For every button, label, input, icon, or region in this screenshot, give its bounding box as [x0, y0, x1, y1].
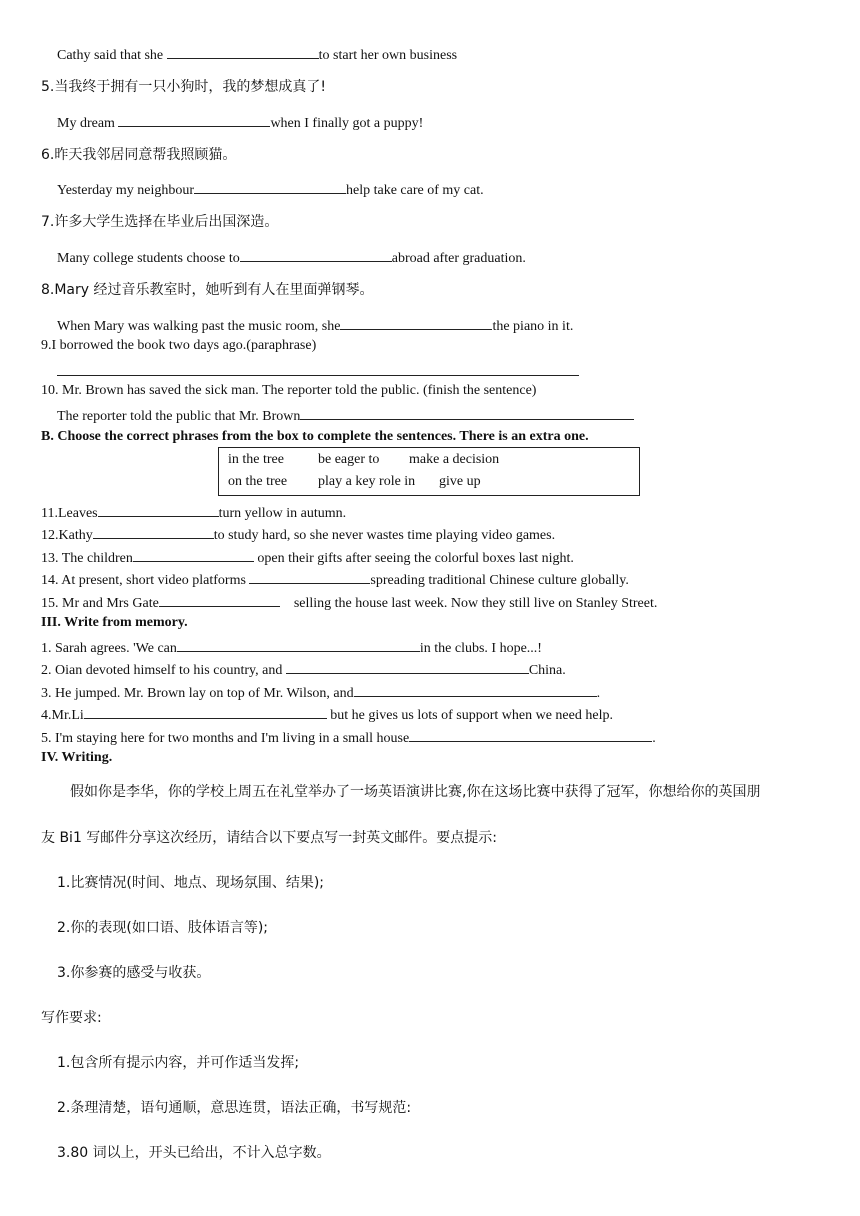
q4-sentence — [57, 44, 457, 65]
q5-text-post: when I finally got a puppy! — [270, 116, 424, 131]
writing-point-2: 2.你的表现(如口语、肢体语言等); — [57, 920, 268, 936]
q13-text-pre: 13. The children — [41, 551, 133, 566]
memory-q4 — [41, 704, 613, 725]
writing-requirements-title: 写作要求: — [41, 1010, 102, 1026]
q14-sentence — [41, 569, 629, 590]
q13-blank[interactable] — [133, 547, 254, 562]
writing-prompt-line1: 假如你是李华，你的学校上周五在礼堂举办了一场英语演讲比赛,你在这场比赛中获得了冠军，你想给你的英国朋 — [70, 784, 761, 800]
writing-requirement-2: 2.条理清楚，语句通顺，意思连贯，语法正确，书写规范: — [57, 1100, 412, 1116]
q7-sentence — [57, 247, 526, 268]
q7-text-pre: Many college students choose to — [57, 251, 240, 266]
memory-q4-post: but he gives us lots of support when we need help. — [326, 708, 613, 723]
q13-text-post: open their gifts after seeing the colorful boxes last night. — [253, 551, 574, 566]
phrase-item: play a key role in — [318, 474, 416, 489]
q8-text-pre: When Mary was walking past the music room, she — [57, 319, 341, 334]
q8-sentence — [57, 315, 573, 336]
q5-chinese: 5.当我终于拥有一只小狗时，我的梦想成真了! — [41, 79, 326, 95]
q9-prompt: 9.I borrowed the book two days ago.(paraphrase) — [41, 338, 317, 353]
q15-text-pre: 15. Mr and Mrs Gate — [41, 596, 159, 611]
memory-q1-post: in the clubs. I hope...! — [419, 641, 542, 656]
q5-sentence — [57, 112, 423, 133]
q11-text-pre: 11.Leaves — [41, 506, 98, 521]
q15-text-post: selling the house last week. Now they still live on Stanley Street. — [293, 596, 658, 611]
q5-blank[interactable] — [118, 112, 270, 127]
q11-blank[interactable] — [98, 502, 219, 517]
memory-q3 — [41, 682, 600, 703]
q13-sentence — [41, 547, 574, 568]
q6-chinese: 6.昨天我邻居同意帮我照顾猫。 — [41, 147, 237, 163]
q8-text-post: the piano in it. — [492, 319, 574, 334]
q6-text-pre: Yesterday my neighbour — [57, 183, 195, 198]
q4-text-pre: Cathy said that she — [57, 48, 167, 63]
q10-sentence — [57, 405, 634, 426]
q10-text-pre: The reporter told the public that Mr. Brown — [57, 409, 301, 424]
q11-text-post: turn yellow in autumn. — [218, 506, 347, 521]
q8-blank[interactable] — [340, 315, 492, 330]
q6-text-post: help take care of my cat. — [346, 183, 484, 198]
q6-blank[interactable] — [194, 179, 346, 194]
q12-blank[interactable] — [93, 524, 214, 539]
writing-point-3: 3.你参赛的感受与收获。 — [57, 965, 211, 981]
memory-q5-post: . — [652, 731, 656, 746]
q4-blank[interactable] — [167, 44, 319, 59]
memory-q2-blank[interactable] — [286, 659, 529, 674]
memory-q3-post: . — [596, 686, 601, 701]
q10-blank[interactable] — [300, 405, 634, 420]
memory-q3-pre: 3. He jumped. Mr. Brown lay on top of Mr. Wilson, and — [41, 686, 354, 701]
q10-prompt: 10. Mr. Brown has saved the sick man. The reporter told the public. (finish the sentence) — [41, 383, 537, 398]
memory-q5-blank[interactable] — [409, 727, 652, 742]
q9-answer-line[interactable] — [57, 375, 579, 376]
q15-sentence — [41, 592, 657, 613]
q7-chinese: 7.许多大学生选择在毕业后出国深造。 — [41, 214, 279, 230]
memory-q4-blank[interactable] — [84, 704, 327, 719]
memory-q5 — [41, 727, 656, 748]
q12-text-post: to study hard, so she never wastes time playing video games. — [213, 528, 556, 543]
q6-sentence — [57, 179, 484, 200]
q14-text-pre: 14. At present, short video platforms — [41, 573, 250, 588]
memory-q5-pre: 5. I'm staying here for two months and I'm living in a small house — [41, 731, 410, 746]
q12-sentence — [41, 524, 555, 545]
phrase-item: give up — [439, 474, 481, 489]
writing-requirement-1: 1.包含所有提示内容，并可作适当发挥; — [57, 1055, 300, 1071]
q5-text-pre: My dream — [57, 116, 119, 131]
q11-sentence — [41, 502, 346, 523]
phrase-item: make a decision — [409, 452, 500, 467]
phrase-item: in the tree — [228, 452, 284, 467]
phrase-item: on the tree — [228, 474, 288, 489]
memory-q2-post: China. — [528, 663, 566, 678]
phrase-box — [218, 447, 640, 496]
q14-blank[interactable] — [249, 569, 370, 584]
q15-blank[interactable] — [159, 592, 280, 607]
memory-q2 — [41, 659, 566, 680]
memory-q1 — [41, 637, 542, 658]
memory-q2-pre: 2. Oian devoted himself to his country, and — [41, 663, 286, 678]
part-b-heading: B. Choose the correct phrases from the box to complete the sentences. There is an extra one. — [41, 429, 589, 444]
part-4-heading: IV. Writing. — [41, 750, 113, 765]
phrase-item: be eager to — [318, 452, 380, 467]
q14-text-post: spreading traditional Chinese culture globally. — [370, 573, 629, 588]
q7-blank[interactable] — [240, 247, 392, 262]
q12-text-pre: 12.Kathy — [41, 528, 93, 543]
memory-q1-blank[interactable] — [177, 637, 420, 652]
memory-q3-blank[interactable] — [354, 682, 597, 697]
writing-prompt-line2: 友 Bi1 写邮件分享这次经历，请结合以下要点写一封英文邮件。要点提示: — [41, 830, 498, 846]
q7-text-post: abroad after graduation. — [391, 251, 526, 266]
writing-requirement-3: 3.80 词以上，开头已给出，不计入总字数。 — [57, 1145, 331, 1161]
part-3-heading: III. Write from memory. — [41, 615, 188, 630]
memory-q1-pre: 1. Sarah agrees. 'We can — [41, 641, 177, 656]
q4-text-post: to start her own business — [318, 48, 458, 63]
q8-chinese: 8.Mary 经过音乐教室时，她听到有人在里面弹钢琴。 — [41, 282, 374, 298]
memory-q4-pre: 4.Mr.Li — [41, 708, 84, 723]
writing-point-1: 1.比赛情况(时间、地点、现场氛围、结果); — [57, 875, 324, 891]
